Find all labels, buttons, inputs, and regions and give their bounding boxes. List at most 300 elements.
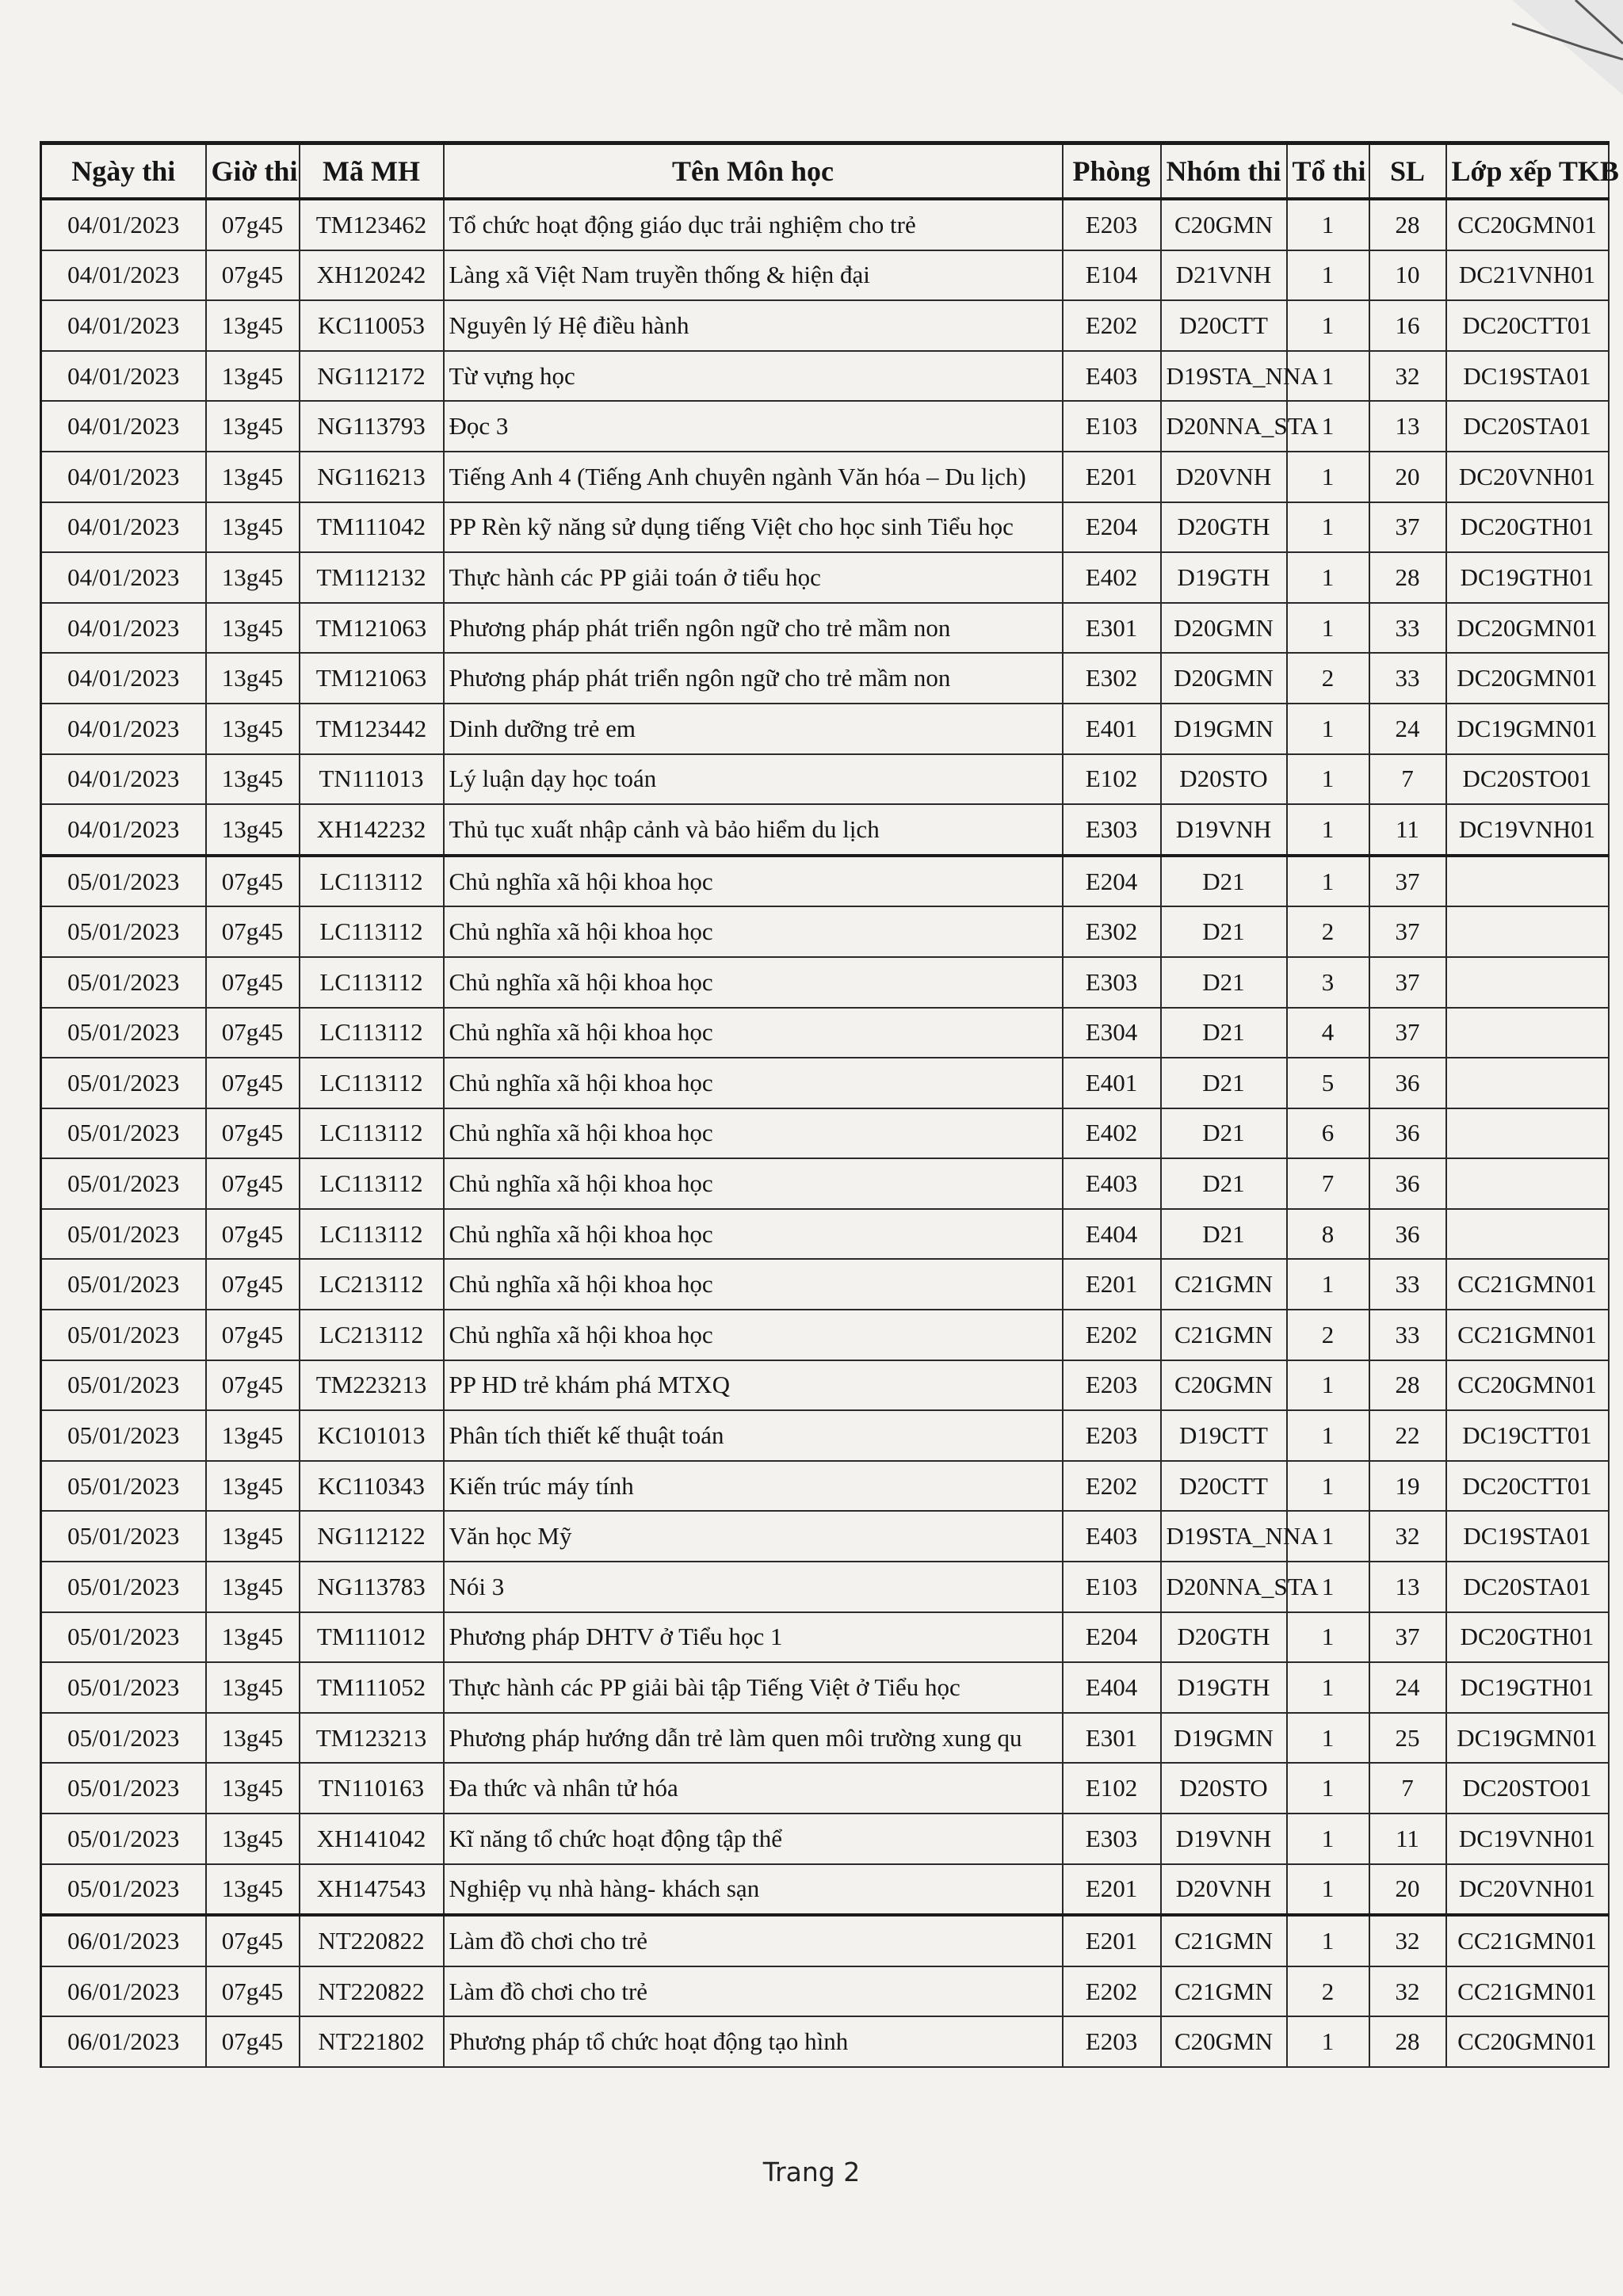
class-cell: DC20STA01 — [1446, 401, 1609, 452]
table-row — [41, 250, 1609, 301]
exam-time-cell: 13g45 — [206, 1410, 300, 1461]
exam-date-cell: 05/01/2023 — [41, 1058, 206, 1108]
table-row — [41, 1058, 1609, 1108]
exam-team-cell: 1 — [1287, 804, 1369, 856]
class-cell: DC19GTH01 — [1446, 552, 1609, 603]
course-code-cell: TM123213 — [300, 1713, 444, 1764]
table-row — [41, 1511, 1609, 1562]
exam-time-cell: 13g45 — [206, 1511, 300, 1562]
room-cell: E102 — [1063, 754, 1161, 805]
course-code-cell: TM111042 — [300, 502, 444, 553]
course-name-cell: Làng xã Việt Nam truyền thống & hiện đại — [444, 250, 1063, 301]
exam-date-cell: 05/01/2023 — [41, 1108, 206, 1159]
course-name-cell: PP HD trẻ khám phá MTXQ — [444, 1360, 1063, 1411]
exam-group-cell: C20GMN — [1161, 1360, 1287, 1411]
room-cell: E303 — [1063, 1814, 1161, 1864]
class-cell: DC20VNH01 — [1446, 452, 1609, 502]
class-cell: DC19GMN01 — [1446, 704, 1609, 754]
student-count-cell: 28 — [1369, 199, 1446, 250]
class-cell — [1446, 1008, 1609, 1058]
student-count-cell: 24 — [1369, 704, 1446, 754]
col-header-gio-thi: Giờ thi — [206, 143, 300, 200]
exam-group-cell: D21 — [1161, 1058, 1287, 1108]
class-cell — [1446, 1209, 1609, 1260]
room-cell: E204 — [1063, 502, 1161, 553]
exam-time-cell: 07g45 — [206, 1209, 300, 1260]
exam-time-cell: 13g45 — [206, 300, 300, 351]
table-row — [41, 1814, 1609, 1864]
exam-time-cell: 13g45 — [206, 1612, 300, 1663]
course-code-cell: NT220822 — [300, 1966, 444, 2017]
exam-time-cell: 07g45 — [206, 1360, 300, 1411]
col-header-to-thi: Tổ thi — [1287, 143, 1369, 200]
exam-group-cell: D20VNH — [1161, 1864, 1287, 1916]
course-name-cell: Kiến trúc máy tính — [444, 1461, 1063, 1512]
room-cell: E303 — [1063, 804, 1161, 856]
exam-team-cell: 5 — [1287, 1058, 1369, 1108]
table-row — [41, 1915, 1609, 1966]
col-header-sl: SL — [1369, 143, 1446, 200]
room-cell: E403 — [1063, 351, 1161, 402]
course-code-cell: LC113112 — [300, 906, 444, 957]
exam-time-cell: 07g45 — [206, 1058, 300, 1108]
exam-time-cell: 13g45 — [206, 552, 300, 603]
table-row — [41, 856, 1609, 907]
class-cell: CC20GMN01 — [1446, 1360, 1609, 1411]
table-row — [41, 1360, 1609, 1411]
room-cell: E202 — [1063, 1461, 1161, 1512]
exam-date-cell: 04/01/2023 — [41, 452, 206, 502]
class-cell: CC21GMN01 — [1446, 1966, 1609, 2017]
exam-group-cell: D19GMN — [1161, 704, 1287, 754]
class-cell — [1446, 1158, 1609, 1209]
class-cell: DC20CTT01 — [1446, 300, 1609, 351]
exam-team-cell: 1 — [1287, 401, 1369, 452]
exam-time-cell: 13g45 — [206, 1763, 300, 1814]
table-row — [41, 2016, 1609, 2067]
room-cell: E203 — [1063, 1360, 1161, 1411]
table-row — [41, 351, 1609, 402]
exam-team-cell: 1 — [1287, 1915, 1369, 1966]
exam-date-cell: 04/01/2023 — [41, 250, 206, 301]
course-code-cell: XH147543 — [300, 1864, 444, 1916]
course-name-cell: Nguyên lý Hệ điều hành — [444, 300, 1063, 351]
student-count-cell: 32 — [1369, 351, 1446, 402]
room-cell: E302 — [1063, 653, 1161, 704]
exam-date-cell: 06/01/2023 — [41, 1966, 206, 2017]
class-cell: DC20GTH01 — [1446, 1612, 1609, 1663]
exam-team-cell: 2 — [1287, 1966, 1369, 2017]
class-cell — [1446, 1058, 1609, 1108]
exam-team-cell: 1 — [1287, 1864, 1369, 1916]
exam-group-cell: D20STO — [1161, 754, 1287, 805]
course-code-cell: LC113112 — [300, 1058, 444, 1108]
exam-date-cell: 04/01/2023 — [41, 199, 206, 250]
exam-date-cell: 05/01/2023 — [41, 1511, 206, 1562]
student-count-cell: 7 — [1369, 1763, 1446, 1814]
exam-date-cell: 04/01/2023 — [41, 754, 206, 805]
exam-date-cell: 05/01/2023 — [41, 1662, 206, 1713]
class-cell: DC20STO01 — [1446, 1763, 1609, 1814]
table-row — [41, 1966, 1609, 2017]
student-count-cell: 25 — [1369, 1713, 1446, 1764]
col-header-ngay-thi: Ngày thi — [41, 143, 206, 200]
exam-group-cell: D19CTT — [1161, 1410, 1287, 1461]
col-header-ten-mon-hoc: Tên Môn học — [444, 143, 1063, 200]
exam-group-cell: C20GMN — [1161, 2016, 1287, 2067]
exam-group-cell: D20NNA_STA — [1161, 1562, 1287, 1612]
course-code-cell: TM112132 — [300, 552, 444, 603]
table-row — [41, 754, 1609, 805]
exam-time-cell: 07g45 — [206, 906, 300, 957]
course-code-cell: NT221802 — [300, 2016, 444, 2067]
student-count-cell: 24 — [1369, 1662, 1446, 1713]
class-cell: DC20STO01 — [1446, 754, 1609, 805]
course-code-cell: NT220822 — [300, 1915, 444, 1966]
exam-date-cell: 04/01/2023 — [41, 351, 206, 402]
col-header-nhom-thi: Nhóm thi — [1161, 143, 1287, 200]
room-cell: E302 — [1063, 906, 1161, 957]
course-name-cell: Đa thức và nhân tử hóa — [444, 1763, 1063, 1814]
exam-team-cell: 4 — [1287, 1008, 1369, 1058]
room-cell: E204 — [1063, 856, 1161, 907]
exam-date-cell: 06/01/2023 — [41, 1915, 206, 1966]
course-code-cell: NG112122 — [300, 1511, 444, 1562]
class-cell — [1446, 957, 1609, 1008]
room-cell: E103 — [1063, 401, 1161, 452]
course-code-cell: LC113112 — [300, 957, 444, 1008]
room-cell: E203 — [1063, 199, 1161, 250]
student-count-cell: 11 — [1369, 1814, 1446, 1864]
student-count-cell: 37 — [1369, 957, 1446, 1008]
exam-team-cell: 1 — [1287, 502, 1369, 553]
exam-team-cell: 2 — [1287, 906, 1369, 957]
exam-group-cell: D19VNH — [1161, 804, 1287, 856]
exam-group-cell: D19GTH — [1161, 1662, 1287, 1713]
exam-date-cell: 06/01/2023 — [41, 2016, 206, 2067]
room-cell: E202 — [1063, 1310, 1161, 1360]
course-name-cell: Phương pháp hướng dẫn trẻ làm quen môi trường xung qu — [444, 1713, 1063, 1764]
exam-time-cell: 13g45 — [206, 1662, 300, 1713]
exam-group-cell: D21 — [1161, 1209, 1287, 1260]
table-row — [41, 1108, 1609, 1159]
page-corner-fold — [1465, 0, 1623, 95]
course-name-cell: Lý luận dạy học toán — [444, 754, 1063, 805]
table-row — [41, 1008, 1609, 1058]
col-header-lop-xep-tkb: Lớp xếp TKB — [1446, 143, 1609, 200]
exam-time-cell: 07g45 — [206, 1008, 300, 1058]
class-cell: DC21VNH01 — [1446, 250, 1609, 301]
table-row — [41, 704, 1609, 754]
exam-schedule-sheet — [40, 141, 1619, 2068]
course-code-cell: XH141042 — [300, 1814, 444, 1864]
student-count-cell: 37 — [1369, 906, 1446, 957]
student-count-cell: 7 — [1369, 754, 1446, 805]
table-row — [41, 1410, 1609, 1461]
table-row — [41, 653, 1609, 704]
room-cell: E404 — [1063, 1662, 1161, 1713]
student-count-cell: 33 — [1369, 1259, 1446, 1310]
exam-team-cell: 1 — [1287, 1814, 1369, 1864]
exam-date-cell: 04/01/2023 — [41, 552, 206, 603]
exam-group-cell: D19STA_NNA — [1161, 351, 1287, 402]
exam-team-cell: 3 — [1287, 957, 1369, 1008]
exam-date-cell: 04/01/2023 — [41, 704, 206, 754]
exam-group-cell: D20GTH — [1161, 1612, 1287, 1663]
class-cell — [1446, 1108, 1609, 1159]
exam-group-cell: D21VNH — [1161, 250, 1287, 301]
exam-team-cell: 1 — [1287, 754, 1369, 805]
course-code-cell: TM121063 — [300, 653, 444, 704]
exam-time-cell: 13g45 — [206, 401, 300, 452]
class-cell: DC20GMN01 — [1446, 653, 1609, 704]
exam-group-cell: D20GMN — [1161, 603, 1287, 654]
class-cell — [1446, 906, 1609, 957]
exam-time-cell: 07g45 — [206, 1259, 300, 1310]
exam-group-cell: D20GMN — [1161, 653, 1287, 704]
table-row — [41, 552, 1609, 603]
course-name-cell: Làm đồ chơi cho trẻ — [444, 1966, 1063, 2017]
table-row — [41, 199, 1609, 250]
exam-group-cell: C21GMN — [1161, 1966, 1287, 2017]
room-cell: E403 — [1063, 1511, 1161, 1562]
course-code-cell: KC110343 — [300, 1461, 444, 1512]
room-cell: E402 — [1063, 552, 1161, 603]
student-count-cell: 33 — [1369, 603, 1446, 654]
room-cell: E401 — [1063, 704, 1161, 754]
table-row — [41, 1461, 1609, 1512]
student-count-cell: 33 — [1369, 1310, 1446, 1360]
room-cell: E103 — [1063, 1562, 1161, 1612]
room-cell: E301 — [1063, 1713, 1161, 1764]
class-cell: CC20GMN01 — [1446, 2016, 1609, 2067]
class-cell: CC20GMN01 — [1446, 199, 1609, 250]
exam-group-cell: D20VNH — [1161, 452, 1287, 502]
student-count-cell: 13 — [1369, 401, 1446, 452]
exam-time-cell: 07g45 — [206, 1108, 300, 1159]
exam-date-cell: 04/01/2023 — [41, 401, 206, 452]
course-code-cell: LC113112 — [300, 1008, 444, 1058]
exam-date-cell: 04/01/2023 — [41, 502, 206, 553]
course-name-cell: Nói 3 — [444, 1562, 1063, 1612]
course-code-cell: LC113112 — [300, 1209, 444, 1260]
exam-group-cell: D19VNH — [1161, 1814, 1287, 1864]
exam-group-cell: D19GTH — [1161, 552, 1287, 603]
room-cell: E204 — [1063, 1612, 1161, 1663]
exam-team-cell: 1 — [1287, 199, 1369, 250]
exam-date-cell: 05/01/2023 — [41, 1360, 206, 1411]
class-cell: CC21GMN01 — [1446, 1915, 1609, 1966]
student-count-cell: 32 — [1369, 1915, 1446, 1966]
table-row — [41, 804, 1609, 856]
exam-date-cell: 05/01/2023 — [41, 1864, 206, 1916]
course-code-cell: NG113783 — [300, 1562, 444, 1612]
room-cell: E401 — [1063, 1058, 1161, 1108]
exam-group-cell: D20STO — [1161, 1763, 1287, 1814]
student-count-cell: 36 — [1369, 1209, 1446, 1260]
exam-team-cell: 1 — [1287, 1763, 1369, 1814]
exam-time-cell: 13g45 — [206, 1814, 300, 1864]
class-cell: DC20STA01 — [1446, 1562, 1609, 1612]
exam-team-cell: 1 — [1287, 1511, 1369, 1562]
class-cell: DC20CTT01 — [1446, 1461, 1609, 1512]
exam-team-cell: 1 — [1287, 1562, 1369, 1612]
page-number: Trang 2 — [762, 2157, 861, 2187]
col-header-ma-mh: Mã MH — [300, 143, 444, 200]
student-count-cell: 28 — [1369, 1360, 1446, 1411]
exam-group-cell: C21GMN — [1161, 1915, 1287, 1966]
exam-group-cell: D20CTT — [1161, 1461, 1287, 1512]
course-code-cell: NG113793 — [300, 401, 444, 452]
table-row — [41, 1864, 1609, 1916]
exam-date-cell: 04/01/2023 — [41, 804, 206, 856]
course-name-cell: Kĩ năng tổ chức hoạt động tập thể — [444, 1814, 1063, 1864]
student-count-cell: 10 — [1369, 250, 1446, 301]
class-cell: DC20GMN01 — [1446, 603, 1609, 654]
exam-group-cell: D20CTT — [1161, 300, 1287, 351]
room-cell: E301 — [1063, 603, 1161, 654]
course-name-cell: Làm đồ chơi cho trẻ — [444, 1915, 1063, 1966]
exam-date-cell: 05/01/2023 — [41, 1713, 206, 1764]
course-code-cell: TM111052 — [300, 1662, 444, 1713]
exam-team-cell: 2 — [1287, 1310, 1369, 1360]
exam-team-cell: 6 — [1287, 1108, 1369, 1159]
class-cell: DC19STA01 — [1446, 351, 1609, 402]
student-count-cell: 16 — [1369, 300, 1446, 351]
course-name-cell: Thủ tục xuất nhập cảnh và bảo hiểm du lịch — [444, 804, 1063, 856]
course-name-cell: PP Rèn kỹ năng sử dụng tiếng Việt cho học sinh Tiểu học — [444, 502, 1063, 553]
exam-time-cell: 13g45 — [206, 1562, 300, 1612]
course-name-cell: Tiếng Anh 4 (Tiếng Anh chuyên ngành Văn hóa – Du lịch) — [444, 452, 1063, 502]
table-row — [41, 1259, 1609, 1310]
course-name-cell: Chủ nghĩa xã hội khoa học — [444, 1108, 1063, 1159]
student-count-cell: 20 — [1369, 452, 1446, 502]
exam-date-cell: 05/01/2023 — [41, 1410, 206, 1461]
course-code-cell: XH142232 — [300, 804, 444, 856]
room-cell: E201 — [1063, 1259, 1161, 1310]
course-name-cell: Nghiệp vụ nhà hàng- khách sạn — [444, 1864, 1063, 1916]
class-cell: DC20VNH01 — [1446, 1864, 1609, 1916]
course-code-cell: TN111013 — [300, 754, 444, 805]
exam-date-cell: 05/01/2023 — [41, 1763, 206, 1814]
exam-team-cell: 1 — [1287, 603, 1369, 654]
course-code-cell: KC101013 — [300, 1410, 444, 1461]
exam-team-cell: 1 — [1287, 704, 1369, 754]
exam-time-cell: 07g45 — [206, 957, 300, 1008]
class-cell: DC19GMN01 — [1446, 1713, 1609, 1764]
course-name-cell: Chủ nghĩa xã hội khoa học — [444, 906, 1063, 957]
col-header-phong: Phòng — [1063, 143, 1161, 200]
room-cell: E304 — [1063, 1008, 1161, 1058]
student-count-cell: 37 — [1369, 502, 1446, 553]
table-row — [41, 1158, 1609, 1209]
course-name-cell: Chủ nghĩa xã hội khoa học — [444, 856, 1063, 907]
course-code-cell: TM111012 — [300, 1612, 444, 1663]
course-name-cell: Thực hành các PP giải toán ở tiểu học — [444, 552, 1063, 603]
exam-team-cell: 1 — [1287, 1461, 1369, 1512]
exam-team-cell: 1 — [1287, 1713, 1369, 1764]
exam-date-cell: 04/01/2023 — [41, 653, 206, 704]
table-row — [41, 401, 1609, 452]
table-row — [41, 1713, 1609, 1764]
exam-time-cell: 13g45 — [206, 704, 300, 754]
table-row — [41, 1209, 1609, 1260]
exam-date-cell: 04/01/2023 — [41, 300, 206, 351]
room-cell: E403 — [1063, 1158, 1161, 1209]
course-name-cell: Phương pháp phát triển ngôn ngữ cho trẻ mầm non — [444, 653, 1063, 704]
student-count-cell: 28 — [1369, 2016, 1446, 2067]
exam-team-cell: 1 — [1287, 250, 1369, 301]
student-count-cell: 32 — [1369, 1511, 1446, 1562]
table-row — [41, 906, 1609, 957]
exam-group-cell: D19GMN — [1161, 1713, 1287, 1764]
exam-team-cell: 8 — [1287, 1209, 1369, 1260]
course-code-cell: TM223213 — [300, 1360, 444, 1411]
course-name-cell: Phương pháp DHTV ở Tiểu học 1 — [444, 1612, 1063, 1663]
exam-group-cell: C20GMN — [1161, 199, 1287, 250]
class-cell — [1446, 856, 1609, 907]
exam-date-cell: 05/01/2023 — [41, 856, 206, 907]
exam-group-cell: D21 — [1161, 957, 1287, 1008]
student-count-cell: 19 — [1369, 1461, 1446, 1512]
class-cell: DC19VNH01 — [1446, 804, 1609, 856]
student-count-cell: 37 — [1369, 1008, 1446, 1058]
exam-team-cell: 1 — [1287, 1662, 1369, 1713]
class-cell: CC21GMN01 — [1446, 1259, 1609, 1310]
course-code-cell: NG112172 — [300, 351, 444, 402]
course-name-cell: Văn học Mỹ — [444, 1511, 1063, 1562]
student-count-cell: 36 — [1369, 1158, 1446, 1209]
course-code-cell: LC213112 — [300, 1259, 444, 1310]
course-name-cell: Thực hành các PP giải bài tập Tiếng Việt ở Tiểu học — [444, 1662, 1063, 1713]
room-cell: E202 — [1063, 300, 1161, 351]
exam-time-cell: 07g45 — [206, 2016, 300, 2067]
course-code-cell: NG116213 — [300, 452, 444, 502]
exam-date-cell: 05/01/2023 — [41, 1310, 206, 1360]
course-name-cell: Phân tích thiết kế thuật toán — [444, 1410, 1063, 1461]
exam-time-cell: 13g45 — [206, 1713, 300, 1764]
exam-time-cell: 07g45 — [206, 1310, 300, 1360]
table-row — [41, 502, 1609, 553]
student-count-cell: 20 — [1369, 1864, 1446, 1916]
exam-time-cell: 13g45 — [206, 603, 300, 654]
course-code-cell: XH120242 — [300, 250, 444, 301]
exam-group-cell: D21 — [1161, 906, 1287, 957]
exam-team-cell: 1 — [1287, 1360, 1369, 1411]
exam-time-cell: 13g45 — [206, 1864, 300, 1916]
student-count-cell: 13 — [1369, 1562, 1446, 1612]
course-code-cell: LC113112 — [300, 1108, 444, 1159]
table-row — [41, 1763, 1609, 1814]
exam-group-cell: C21GMN — [1161, 1310, 1287, 1360]
course-code-cell: TM123462 — [300, 199, 444, 250]
exam-team-cell: 1 — [1287, 300, 1369, 351]
course-name-cell: Phương pháp phát triển ngôn ngữ cho trẻ mầm non — [444, 603, 1063, 654]
course-name-cell: Chủ nghĩa xã hội khoa học — [444, 1058, 1063, 1108]
exam-date-cell: 05/01/2023 — [41, 1209, 206, 1260]
table-row — [41, 1662, 1609, 1713]
exam-time-cell: 07g45 — [206, 856, 300, 907]
exam-time-cell: 13g45 — [206, 351, 300, 402]
course-name-cell: Chủ nghĩa xã hội khoa học — [444, 1259, 1063, 1310]
exam-time-cell: 13g45 — [206, 653, 300, 704]
exam-time-cell: 07g45 — [206, 199, 300, 250]
class-cell: DC19VNH01 — [1446, 1814, 1609, 1864]
course-code-cell: LC113112 — [300, 856, 444, 907]
course-code-cell: TN110163 — [300, 1763, 444, 1814]
exam-team-cell: 1 — [1287, 1612, 1369, 1663]
room-cell: E201 — [1063, 1864, 1161, 1916]
